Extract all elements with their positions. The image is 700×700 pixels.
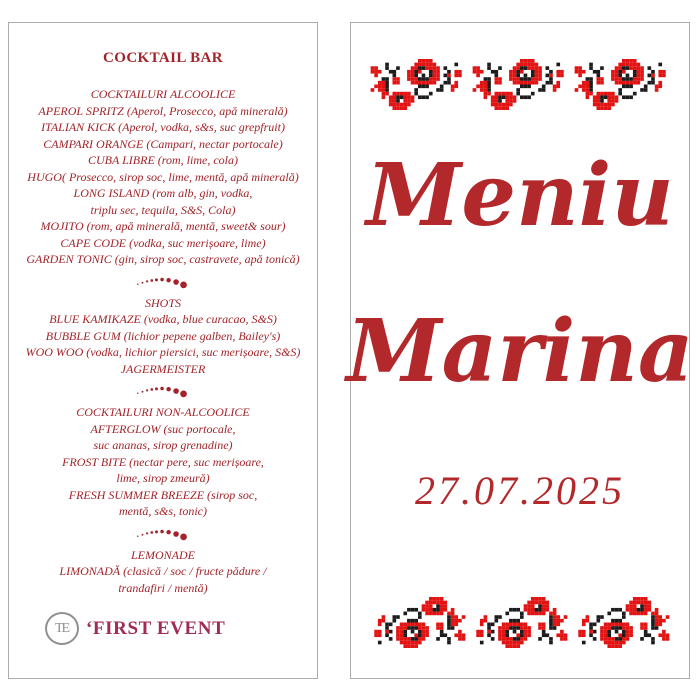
menu-item-line: trandafiri / mentă) bbox=[118, 580, 208, 595]
menu-item-line: HUGO( Prosecco, sirop soc, lime, mentă, apă minerală) bbox=[27, 169, 299, 184]
menu-sections bbox=[26, 86, 301, 596]
title-panel bbox=[346, 22, 694, 679]
menu-item-line: BLUE KAMIKAZE (vodka, blue curacao, S&S) bbox=[49, 312, 277, 326]
menu-item-line: AFTERGLOW (suc portocale, bbox=[90, 421, 236, 436]
menu-item-line: CAMPARI ORANGE (Campari, nectar portocale) bbox=[43, 136, 283, 151]
menu-item-line: BUBBLE GUM (lichior pepene galben, Bailey's) bbox=[45, 328, 281, 343]
first-event-logo bbox=[45, 612, 225, 645]
menu-title: Meniu bbox=[366, 145, 674, 246]
menu-section-cocktailuri-non-alcoolice bbox=[26, 404, 301, 520]
menu-item-line: JAGERMEISTER bbox=[120, 361, 206, 376]
menu-item-line: MOJITO (rom, apă minerală, mentă, sweet& sour) bbox=[40, 219, 286, 233]
section-title: COCKTAILURI NON-ALCOOLICE bbox=[76, 405, 250, 419]
menu-item-line: suc ananas, sirop grenadine) bbox=[93, 438, 233, 452]
section-title: SHOTS bbox=[144, 295, 181, 310]
cocktail-menu-panel bbox=[8, 22, 318, 679]
menu-section-cocktailuri-alcoolice bbox=[26, 86, 301, 268]
dots-swoosh-ornament bbox=[135, 383, 191, 398]
menu-item-line: APEROL SPRITZ (Aperol, Prosecco, apă minerală) bbox=[38, 103, 288, 118]
dots-swoosh-ornament bbox=[135, 526, 191, 541]
menu-section-lemonade bbox=[26, 547, 301, 597]
menu-item-line: FROST BITE (nectar pere, suc merișoare, bbox=[62, 454, 264, 469]
menu-item-line: LONG ISLAND (rom alb, gin, vodka, bbox=[73, 186, 253, 200]
guest-name: Marina bbox=[346, 301, 694, 402]
rose-cross-stitch-border-top bbox=[367, 59, 673, 110]
event-date: 27.07.2025 bbox=[415, 468, 625, 513]
menu-item-line: triplu sec, tequila, S&S, Cola) bbox=[90, 202, 236, 217]
menu-item-line: ITALIAN KICK (Aperol, vodka, s&s, suc grepfruit) bbox=[41, 120, 285, 134]
dots-swoosh-ornament bbox=[135, 274, 191, 289]
menu-item-line: mentă, s&s, tonic) bbox=[119, 504, 207, 518]
rose-cross-stitch-border-bottom bbox=[367, 597, 673, 648]
first-event-monogram-icon: TE bbox=[45, 612, 79, 645]
section-title: LEMONADE bbox=[131, 547, 195, 562]
menu-section-shots bbox=[26, 295, 301, 378]
menu-item-line: CUBA LIBRE (rom, lime, cola) bbox=[88, 153, 238, 167]
first-event-wordmark: ʻFIRST EVENT bbox=[86, 617, 226, 639]
section-title: COCKTAILURI ALCOOLICE bbox=[90, 87, 236, 101]
menu-item-line: WOO WOO (vodka, lichior piersici, suc merișoare, S&S) bbox=[25, 345, 301, 359]
menu-item-line: lime, sirop zmeură) bbox=[116, 471, 210, 485]
menu-item-line: LIMONADĂ (clasică / soc / fructe pădure / bbox=[59, 564, 267, 578]
cocktail-bar-heading: COCKTAIL BAR bbox=[103, 50, 223, 66]
menu-item-line: GARDEN TONIC (gin, sirop soc, castravete, apă tonică) bbox=[26, 252, 300, 266]
menu-item-line: FRESH SUMMER BREEZE (sirop soc, bbox=[68, 487, 258, 502]
menu-item-line: CAPE CODE (vodka, suc merișoare, lime) bbox=[60, 235, 266, 250]
